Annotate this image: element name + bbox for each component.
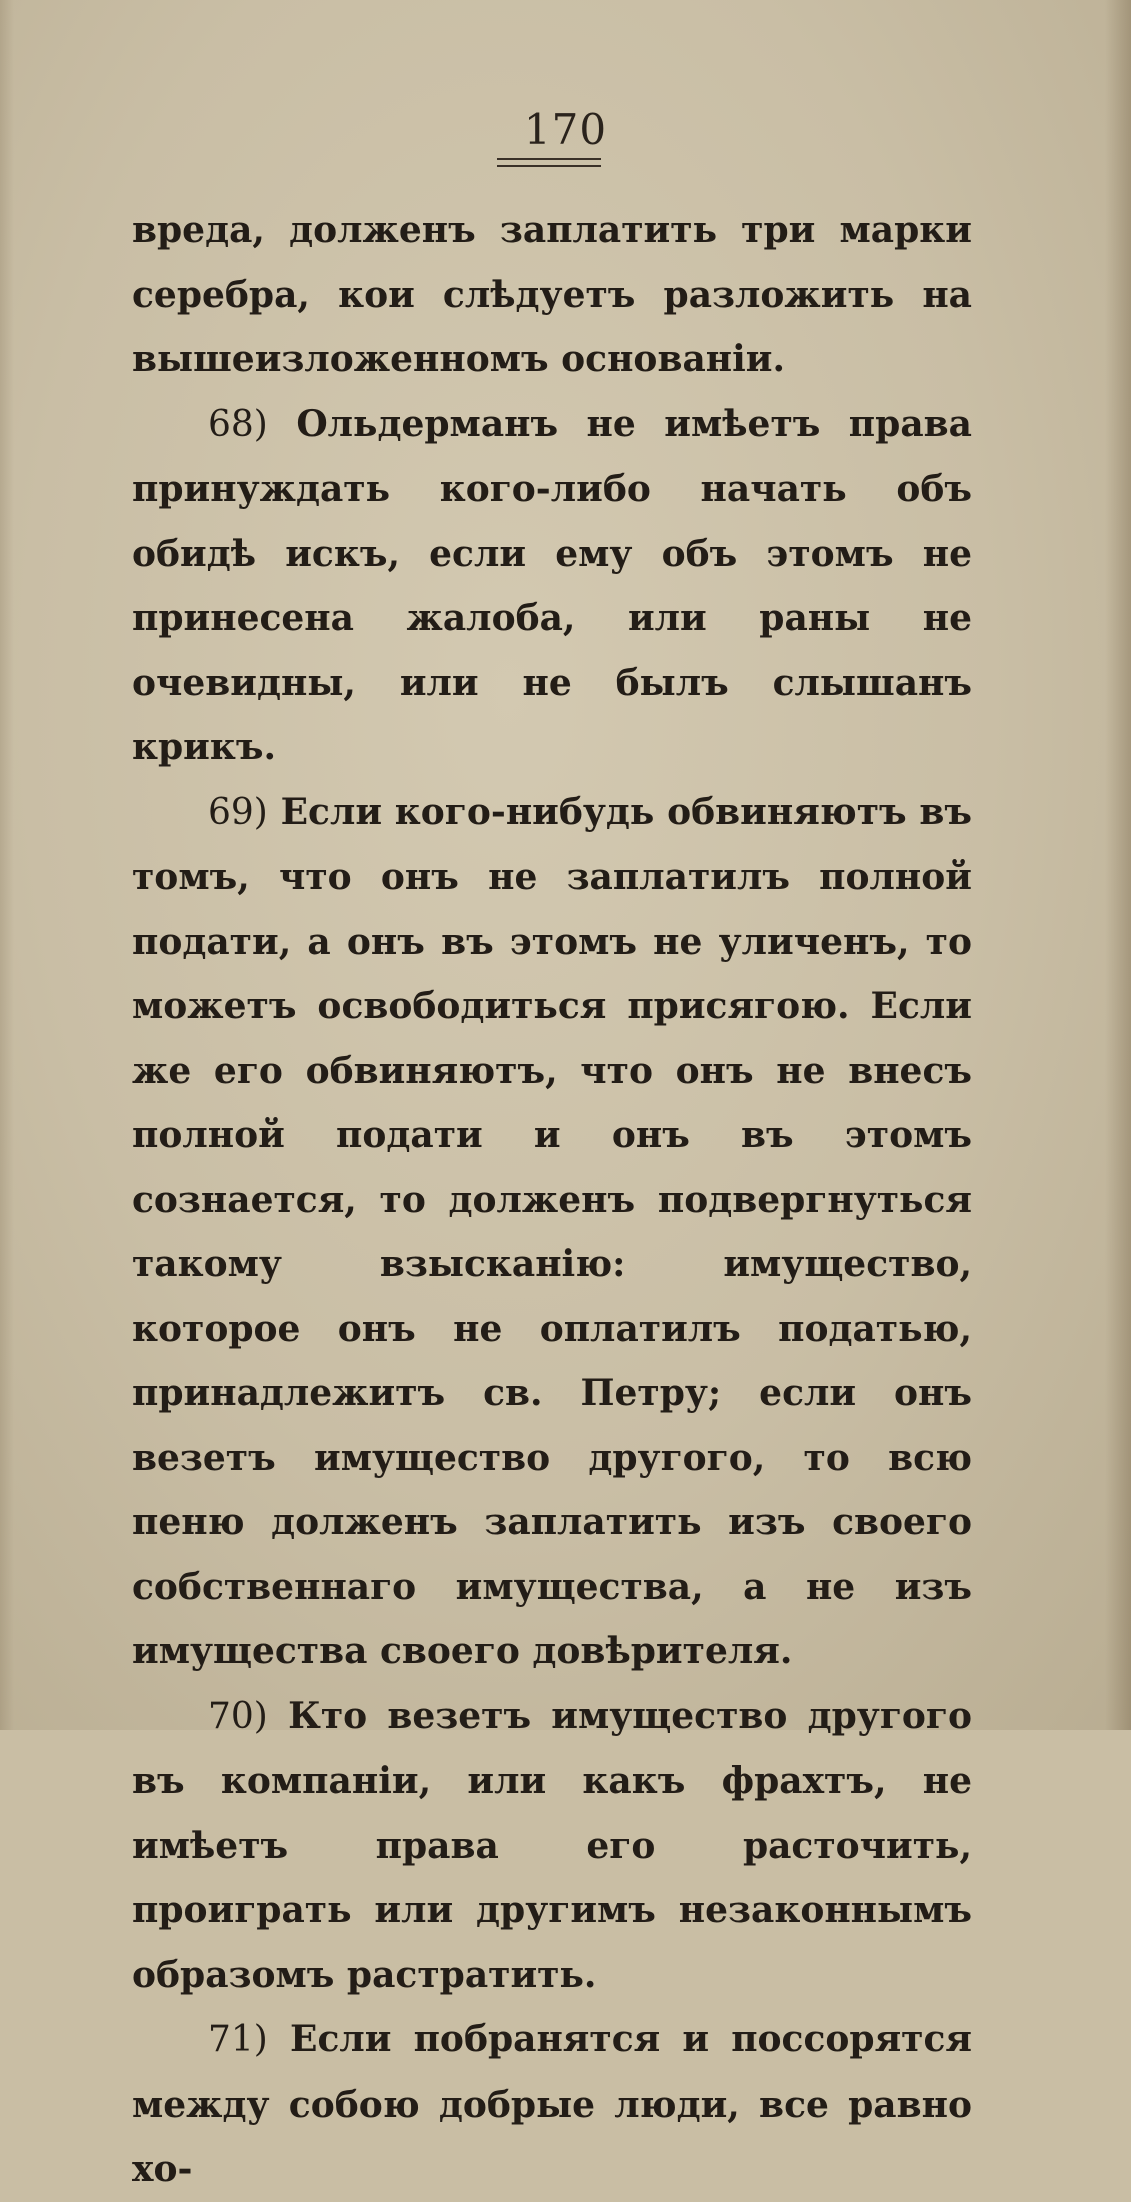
paragraph-number: 70) — [208, 1695, 268, 1737]
paragraph-text: вреда, долженъ заплатить три марки серебра, кои слѣдуетъ разложить на вышеизложенномъ основаніи. — [132, 209, 972, 380]
paragraph-70 — [132, 1684, 972, 2008]
paragraph-71 — [132, 2007, 972, 2202]
header-rule-top — [497, 158, 601, 160]
paragraph-number: 69) — [208, 791, 268, 833]
paragraph-68 — [132, 392, 972, 780]
header-rule-bottom — [497, 165, 601, 167]
paragraph-continuation — [132, 198, 972, 392]
paragraph-text: Если кого-нибудь обвиняютъ въ томъ, что онъ не заплатилъ полной подати, а онъ въ этомъ не уличенъ, то можетъ освободиться присягою. Если же его обвиняютъ, что онъ не внесъ полной подати и онъ въ этомъ сознается, то долженъ подвергнуться такому взысканію: имущество, которое онъ не оплатилъ податью, принадлежитъ св. Петру; если онъ везетъ имущество другого, то всю пеню долженъ заплатить изъ своего собственнаго имущества, а не изъ имущества своего довѣрителя. — [132, 790, 972, 1672]
body-text — [132, 198, 972, 2202]
page-number: 170 — [523, 105, 608, 154]
paragraph-69 — [132, 780, 972, 1684]
page-left-edge-shading — [0, 0, 14, 1730]
paragraph-text: Ольдерманъ не имѣетъ права принуждать кого-либо начать объ обидѣ искъ, если ему объ этомъ не принесена жалоба, или раны не очевидны, или не былъ слышанъ крикъ. — [132, 402, 972, 768]
paragraph-number: 68) — [208, 403, 268, 445]
paragraph-text: Если побранятся и поссорятся между собою добрые люди, все равно хо- — [132, 2018, 972, 2190]
page-right-edge-shading — [1105, 0, 1131, 1730]
paragraph-text: Кто везетъ имущество другого въ компаніи, или какъ фрахтъ, не имѣетъ права его расточить, проиграть или другимъ незаконнымъ образомъ растратить. — [132, 1694, 972, 1996]
paragraph-number: 71) — [208, 2019, 268, 2060]
